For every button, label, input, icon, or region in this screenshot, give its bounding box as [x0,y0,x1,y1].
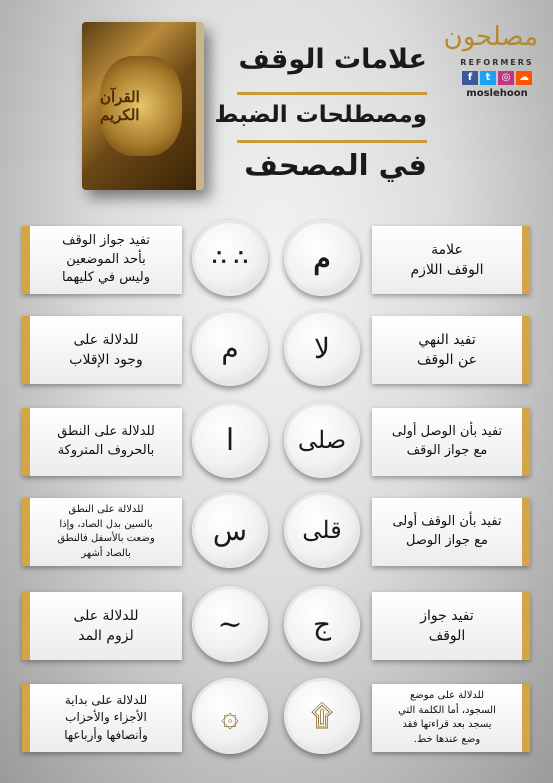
right-symbol: لا [314,331,330,365]
hizb-ornament-icon: ۞ [221,698,239,734]
mark-row [0,408,553,484]
left-description: للدلالة على وجود الإقلاب [69,331,143,368]
description-box-right [372,498,530,566]
symbol-circle-left [192,402,268,478]
description-box-right [372,316,530,384]
mushaf-book-image [82,22,204,190]
symbol-circle-right [284,220,360,296]
left-description: تفيد جواز الوقف بأحد الموضعين وليس في كليهما [62,232,150,286]
logo-mark: مصلحون [443,22,538,52]
symbol-circle-left [192,492,268,568]
description-box-left [22,408,182,476]
left-symbol: ا [225,422,235,458]
logo-wordmark: REFORMERS [460,58,534,67]
left-description: للدلالة على لزوم المد [73,607,139,644]
left-symbol: ∴ ∴ [212,245,248,271]
right-description: تفيد جواز الوقف [420,607,474,644]
right-symbol: ج [312,607,332,641]
symbol-circle-left [192,586,268,662]
mark-row [0,226,553,302]
symbol-circle-right [284,586,360,662]
book-cover-text: القرآن الكريم [100,88,140,124]
mark-row [0,592,553,668]
description-box-right [372,684,530,752]
soundcloud-icon[interactable]: ☁ [516,71,532,85]
right-description: للدلالة على موضع السجود، أما الكلمة التي يسجد بعد قراءتها فقد وضع عندها خط. [398,690,496,745]
symbol-circle-left [192,678,268,754]
description-box-right [372,408,530,476]
description-box-right [372,592,530,660]
description-box-left [22,592,182,660]
description-box-left [22,684,182,752]
right-description: تفيد النهي عن الوقف [416,331,478,368]
description-box-left [22,226,182,294]
right-description: تفيد بأن الوصل أولى مع جواز الوقف [391,424,503,458]
page-title-line1: علامات الوقف [238,44,427,75]
symbol-circle-left [192,310,268,386]
logo-handle: moslehoon [466,88,528,99]
symbol-circle-right [284,310,360,386]
right-symbol: م [313,241,331,275]
right-description: تفيد بأن الوقف أولى مع جواز الوصل [392,514,502,548]
twitter-icon[interactable]: t [480,71,496,85]
mark-row [0,684,553,760]
book-cover-medallion [100,56,182,156]
symbol-circle-left [192,220,268,296]
right-description: علامة الوقف اللازم [410,241,484,278]
left-description: للدلالة على بداية الأجزاء والأحزاب وأنصافها وأرباعها [64,692,148,742]
description-box-right [372,226,530,294]
left-description: للدلالة على النطق بالحروف المتروكة [57,424,155,458]
title-underline [237,92,427,95]
left-symbol: ~ [217,606,243,642]
description-box-left [22,498,182,566]
mark-row [0,316,553,392]
brand-logo [443,20,538,99]
left-symbol: م [221,331,239,365]
left-description: للدلالة على النطق بالسين بدل الصاد، وإذا وضعت بالأسفل فالنطق بالصاد أشهر [57,504,155,559]
mark-row [0,498,553,574]
facebook-icon[interactable]: f [462,71,478,85]
sajda-mark-icon: ۩ [310,698,334,734]
symbol-circle-right [284,402,360,478]
title-underline [237,140,427,143]
right-symbol: قلى [302,516,342,544]
symbol-circle-right [284,492,360,568]
description-box-left [22,316,182,384]
social-links [456,71,538,85]
left-symbol: س [212,513,248,547]
right-symbol: صلى [297,426,347,454]
symbol-circle-right [284,678,360,754]
page-title-line3: في المصحف [244,148,427,182]
instagram-icon[interactable]: ◎ [498,71,514,85]
page-title-line2: ومصطلحات الضبط [214,102,427,128]
